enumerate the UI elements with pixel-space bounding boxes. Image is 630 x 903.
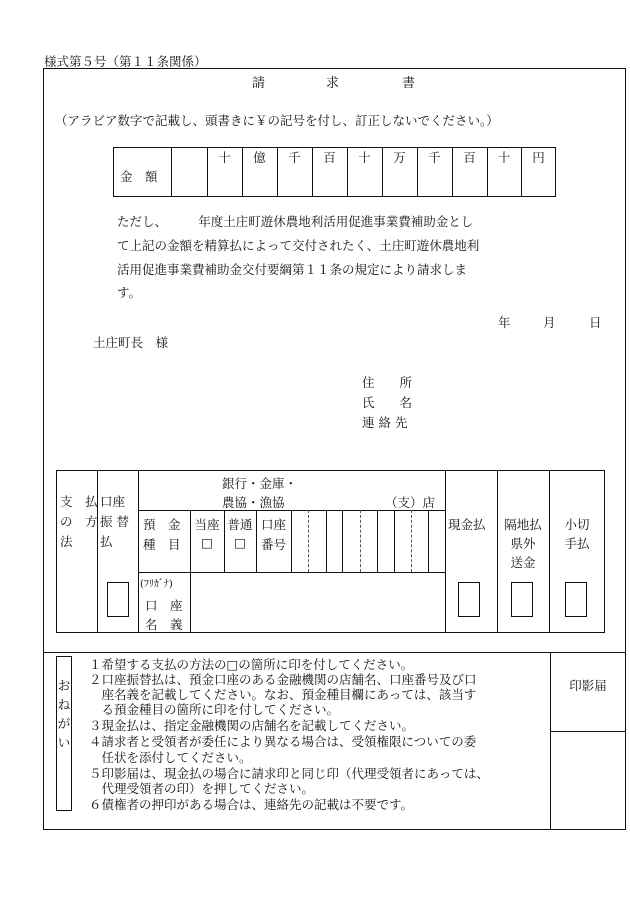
- unit-hyaku-man: 百: [323, 150, 336, 165]
- remote-label-1: 隔地払: [504, 517, 542, 532]
- note-line: 代理受領者の印）を押してください。: [89, 781, 315, 796]
- bank-types-2: 農協・漁協: [222, 495, 285, 510]
- title-char-3: 書: [402, 76, 416, 91]
- deposit-type-label-1: 預 金: [143, 517, 181, 532]
- form-number: 様式第５号（第１１条関係）: [44, 54, 207, 69]
- unit-oku: 億: [253, 150, 266, 165]
- account-number-label-2: 番号: [260, 537, 286, 552]
- account-number-label-1: 口座: [260, 517, 286, 532]
- contact-label: 連 絡 先: [362, 415, 408, 430]
- note-line: ４請求者と受領者が委任により異なる場合は、受領権限についての委: [89, 734, 477, 749]
- title-char-2: 求: [326, 76, 340, 91]
- current-account-label: 当座: [194, 517, 220, 532]
- branch-suffix: （支）店: [385, 495, 436, 510]
- name-label: 氏 名: [362, 395, 413, 410]
- body-line: す。: [117, 285, 142, 300]
- body-line: ただし、 年度土庄町遊休農地利活用促進事業費補助金とし: [117, 214, 474, 229]
- deposit-type-label-2: 種 目: [143, 537, 181, 552]
- notes-label-char: が: [57, 716, 71, 731]
- unit-ju: 十: [497, 150, 511, 165]
- unit-man: 万: [393, 150, 406, 165]
- unit-sen-man: 千: [288, 150, 301, 165]
- cash-checkbox[interactable]: [458, 582, 480, 617]
- note-line: ３現金払は、指定金融機関の店舗名を記載してください。: [89, 718, 415, 733]
- check-label-2: 手払: [564, 536, 590, 551]
- remote-label-3: 送金: [510, 555, 536, 570]
- note-line: る預金種目の箇所に印を付してください。: [89, 702, 340, 717]
- account-holder-label-1: 口 座: [145, 598, 183, 613]
- ordinary-account-checkbox[interactable]: □: [234, 535, 246, 550]
- note-line: ２口座振替払は、預金口座のある金融機関の店舗名、口座番号及び口: [89, 672, 477, 687]
- unit-sen: 千: [428, 150, 441, 165]
- date-month: 月: [543, 315, 556, 330]
- check-checkbox[interactable]: [565, 582, 587, 617]
- bank-types-1: 銀行・金庫・: [222, 476, 298, 491]
- transfer-checkbox[interactable]: [107, 582, 129, 617]
- furigana-label: (ﾌﾘｶﾞﾅ): [140, 579, 173, 590]
- cash-label: 現金払: [448, 517, 486, 532]
- title-char-1: 請: [252, 76, 266, 91]
- notes-label-char: ね: [57, 697, 71, 712]
- date-year: 年: [498, 315, 511, 330]
- transfer-label-2: 振 替: [100, 514, 129, 529]
- seal-registration-label: 印影届: [569, 678, 607, 693]
- note-line: ５印影届は、現金払の場合に請求印と同じ印（代理受領者にあっては、: [89, 766, 489, 781]
- unit-ju-man: 十: [358, 150, 371, 165]
- transfer-label-3: 払: [100, 534, 113, 549]
- current-account-checkbox[interactable]: □: [201, 535, 213, 550]
- amount-label: 金 額: [120, 169, 158, 184]
- unit-ju-oku: 十: [218, 150, 231, 165]
- unit-hyaku: 百: [463, 150, 476, 165]
- notice-text: （アラビア数字で記載し、頭書きに￥の記号を付し、訂正しないでください。）: [55, 113, 499, 128]
- addressee: 土庄町長 様: [93, 335, 169, 350]
- transfer-label-1: 口座: [100, 494, 126, 509]
- note-line: 任状を添付してください。: [89, 750, 252, 765]
- address-label: 住 所: [362, 375, 413, 390]
- method-label-3: 法: [60, 534, 73, 549]
- note-line: 座名義を記載してください。なお、預金種目欄にあっては、該当す: [89, 687, 477, 702]
- notes-label-char: い: [57, 735, 71, 750]
- notes-label-char: お: [57, 678, 71, 693]
- note-line: ６債権者の押印がある場合は、連絡先の記載は不要です。: [89, 797, 414, 812]
- date-day: 日: [589, 315, 602, 330]
- note-line: １希望する支払の方法の□の箇所に印を付してください。: [89, 657, 414, 672]
- account-holder-label-2: 名 義: [145, 617, 183, 632]
- body-line: て上記の金額を精算払によって交付されたく、土庄町遊休農地利: [117, 238, 480, 253]
- unit-en: 円: [532, 150, 545, 165]
- method-label-2: の 方: [60, 514, 98, 529]
- ordinary-account-label: 普通: [227, 517, 253, 532]
- remote-label-2: 県外: [510, 536, 536, 551]
- seal-registration-area[interactable]: [552, 734, 624, 828]
- body-line: 活用促進事業費補助金交付要綱第１１条の規定により請求しま: [117, 262, 468, 277]
- method-label-1: 支 払: [60, 494, 98, 509]
- remote-checkbox[interactable]: [511, 582, 533, 617]
- check-label-1: 小切: [564, 517, 590, 532]
